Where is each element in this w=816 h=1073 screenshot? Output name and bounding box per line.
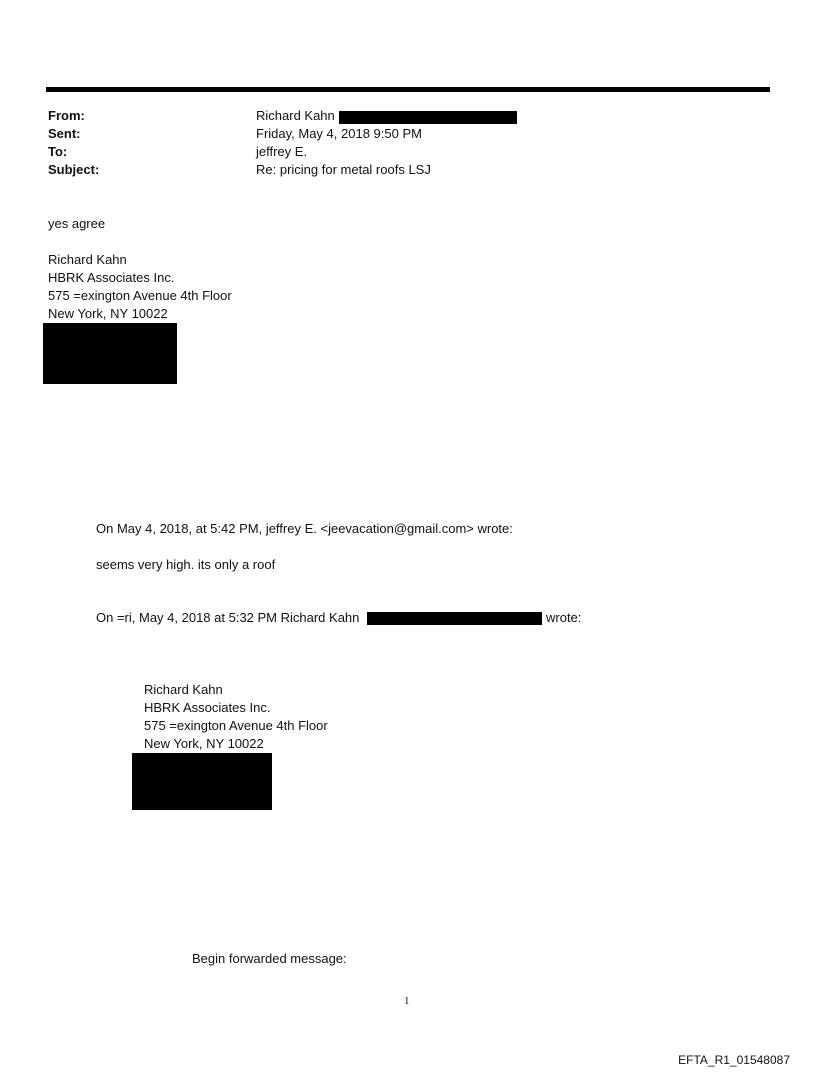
sent-label: Sent: — [48, 126, 81, 141]
redaction-quote2-signature — [132, 753, 272, 810]
sent-value: Friday, May 4, 2018 9:50 PM — [256, 126, 422, 141]
to-label: To: — [48, 144, 68, 159]
quote2-signature-address: 575 =exington Avenue 4th Floor — [144, 718, 328, 733]
quote2-signature-city: New York, NY 10022 — [144, 736, 264, 751]
quote2-attribution-suffix: wrote: — [546, 610, 582, 625]
quote2-signature-name: Richard Kahn — [144, 682, 223, 697]
signature-company: HBRK Associates Inc. — [48, 270, 175, 285]
header-rule — [46, 87, 770, 92]
page-number: 1 — [404, 995, 410, 1007]
from-value: Richard Kahn — [256, 108, 335, 123]
subject-label: Subject: — [48, 162, 100, 177]
redaction-quote2-email — [367, 612, 542, 625]
quote1-body: seems very high. its only a roof — [96, 557, 276, 572]
to-value: jeffrey E. — [256, 144, 308, 159]
signature-city: New York, NY 10022 — [48, 306, 168, 321]
quote2-signature-company: HBRK Associates Inc. — [144, 700, 271, 715]
bates-number: EFTA_R1_01548087 — [678, 1053, 790, 1067]
quote2-attribution-prefix: On =ri, May 4, 2018 at 5:32 PM Richard Kahn — [96, 610, 360, 625]
forwarded-header: Begin forwarded message: — [192, 951, 347, 966]
subject-value: Re: pricing for metal roofs LSJ — [256, 162, 431, 177]
redaction-signature-block — [43, 323, 177, 384]
reply-body: yes agree — [48, 216, 106, 231]
signature-name: Richard Kahn — [48, 252, 127, 267]
signature-address: 575 =exington Avenue 4th Floor — [48, 288, 232, 303]
quote1-attribution: On May 4, 2018, at 5:42 PM, jeffrey E. <jeevacation@gmail.com> wrote: — [96, 521, 513, 536]
redaction-from-email — [339, 111, 517, 124]
from-label: From: — [48, 108, 85, 123]
